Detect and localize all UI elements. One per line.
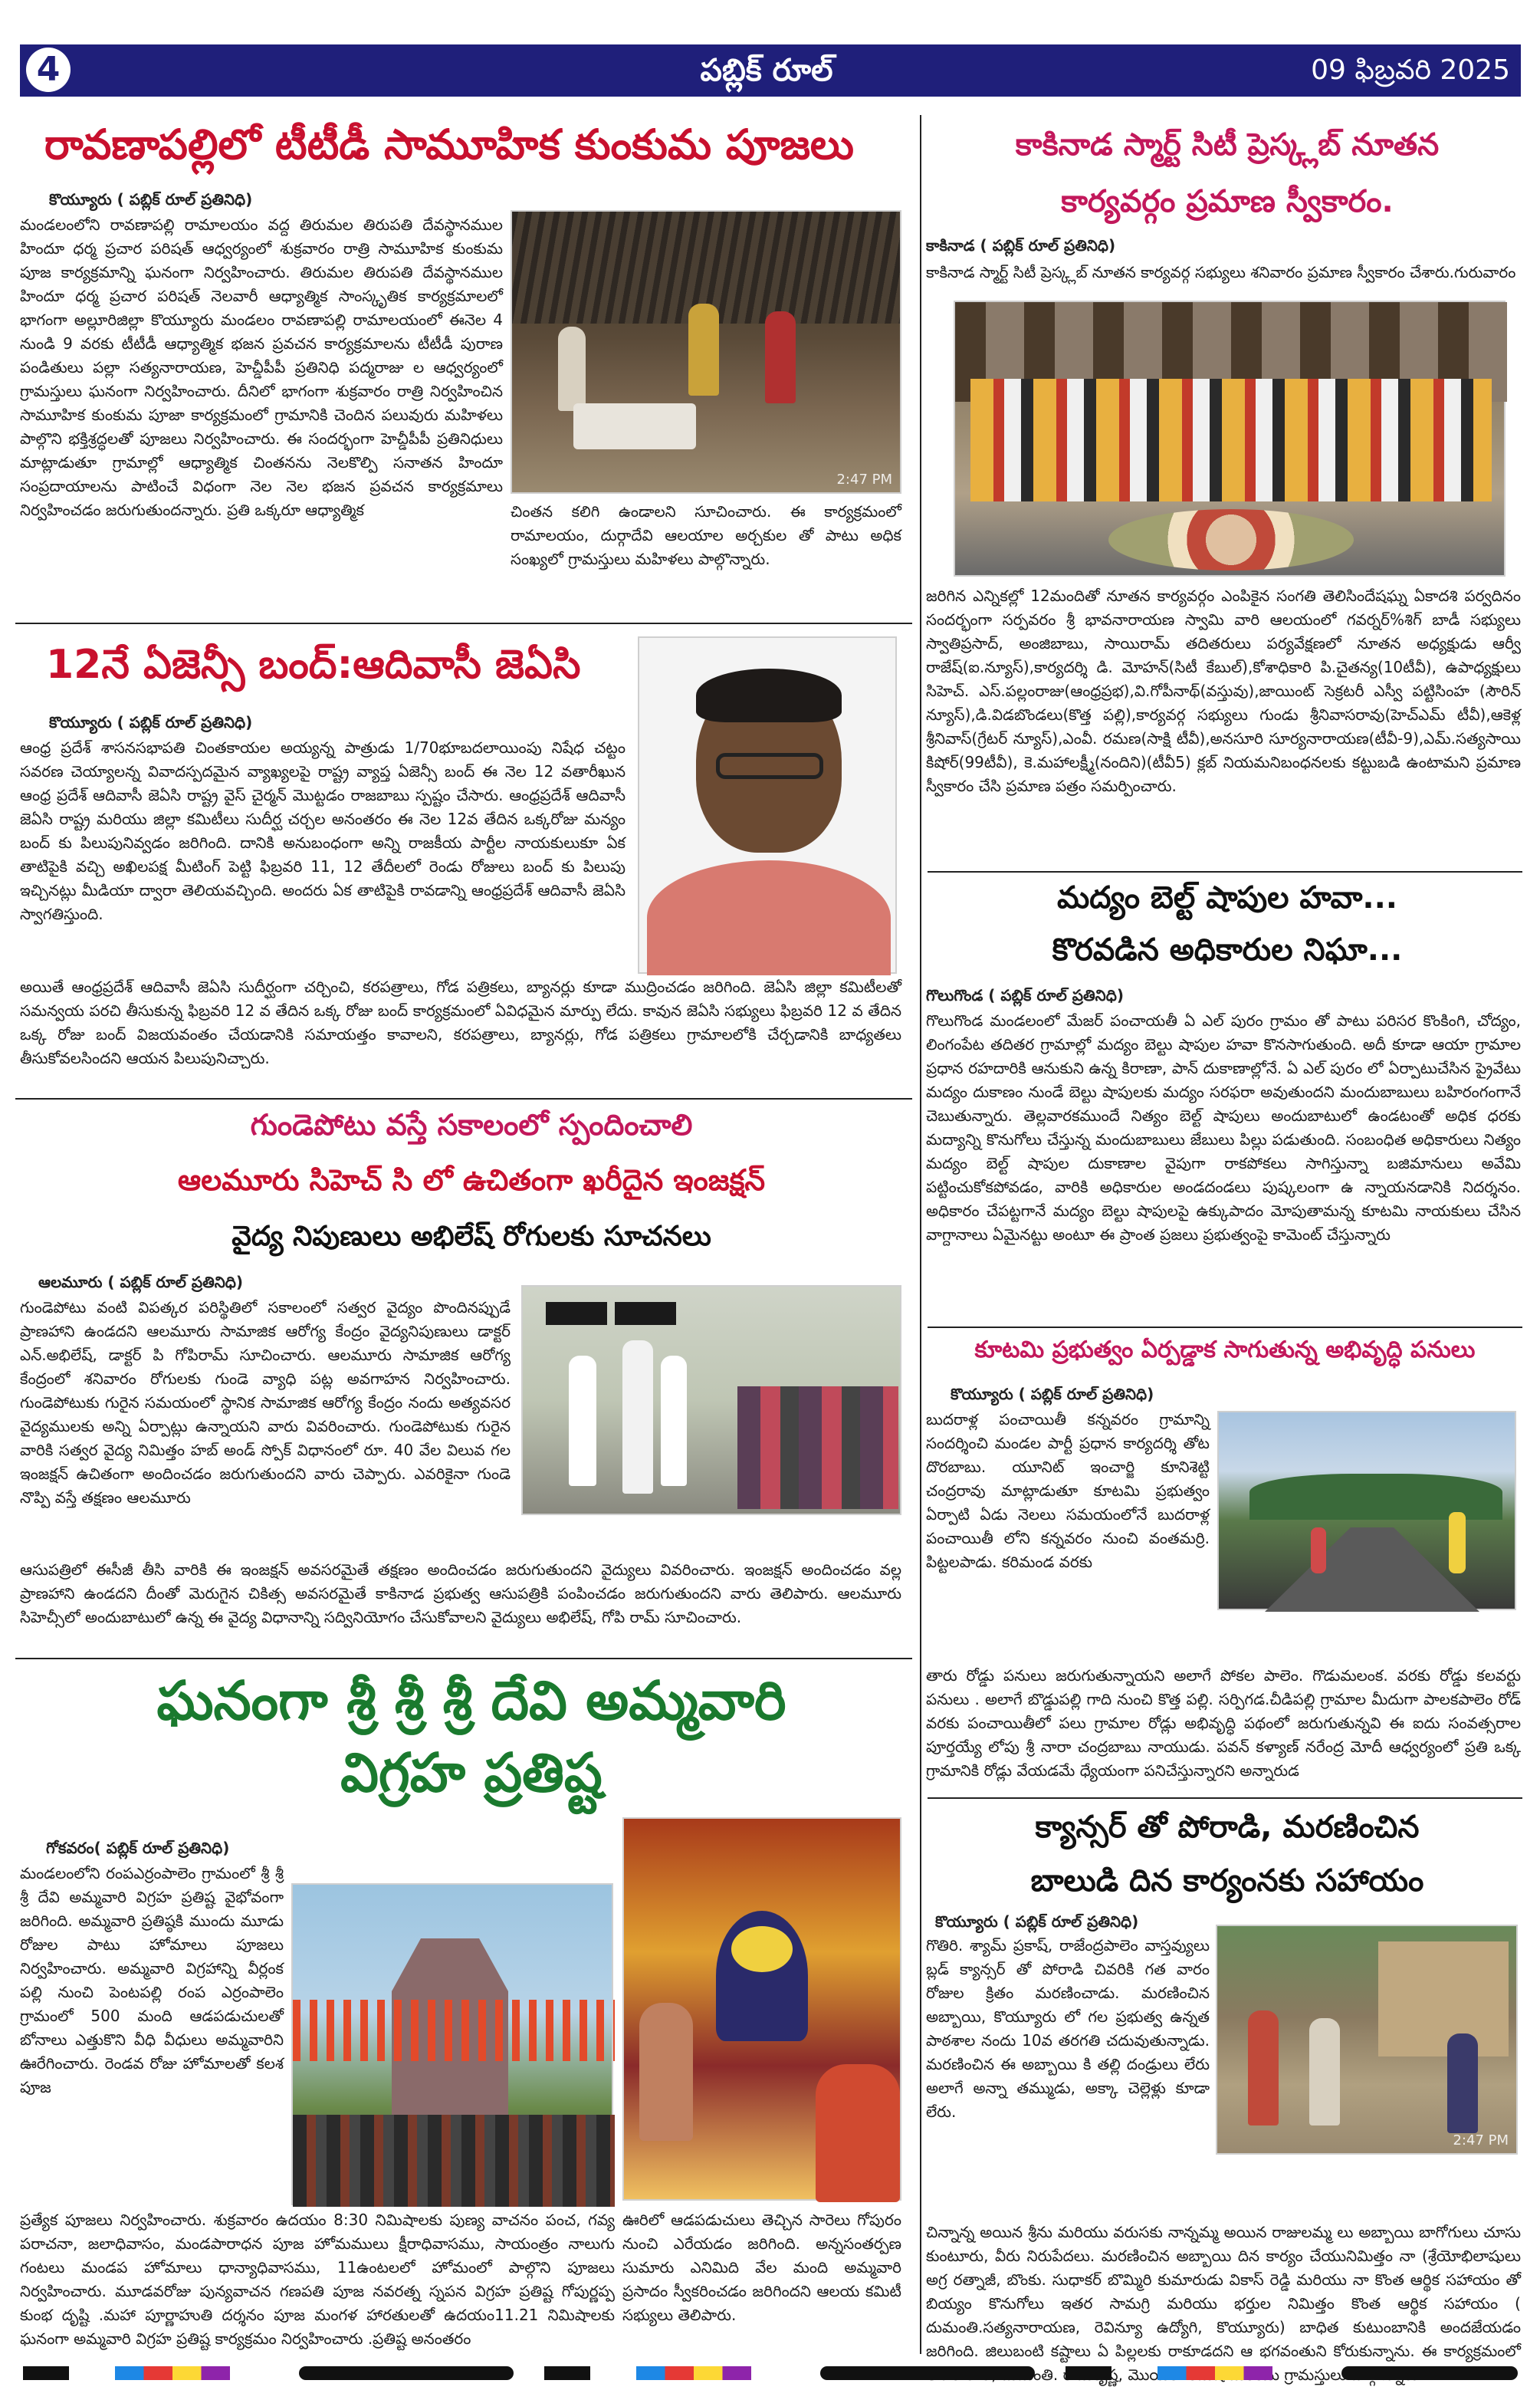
body-idol-bottom: ప్రత్యేక పూజలు నిర్వహించారు. శుక్రవారం ఉదయం 8:30 నిమిషాలకు పుణ్య వాచనం పంచ, గవ్య పరాచనా, జలాధివాసం, మండపారాధన పూజ హోమములు క్షీరాధివాసము, సాయంత్రం నాలుగు గంటలు మండప హోమాలు ధాన్యాధివాసము, 11ఉంటలలో హోమంలో పాల్గొని పూజలు నిర్వహించారు. మూడవరోజు పున్యవాచన గణపతి పూజ నవరత్న స్నపన విగ్రహ ప్రతిష్ట గోపుర్ణప్ప కుంభ దృష్టి .మహా పూర్ణాహుతి దర్శనం పూజ మంగళ హారతులతో ఉదయం11.21 నిమిషాలకు ఘనంగా అమ్మవారి విగ్రహ ప్రతిష్ట కార్యక్రమం నిర్వహించారు .ప్రతిష్ట అనంతరం — [20, 2211, 615, 2348]
dateline-liquor: గొలుగొండ ( పబ్లిక్ రూల్ ప్రతినిధి) — [926, 986, 1124, 1004]
footer-bar — [1341, 2366, 1518, 2380]
headline-idol-2: విగ్రహ ప్రతిష్ట — [340, 1741, 603, 1804]
footer-bar — [23, 2366, 69, 2380]
dateline-idol: గోకవరం( పబ్లిక్ రూల్ ప్రతినిధి) — [46, 1839, 230, 1857]
paper-name: పబ్లిక్ రూల్ — [700, 53, 833, 88]
body-injection-bottom: ఆసుపత్రిలో ఈసీజీ తీసి వారికి ఈ ఇంజక్షన్ అవసరమైతే తక్షణం అందించడం జరుగుతుందని వైద్యులు వివరించారు. ఇంజక్షన్ అందించడం వల్ల ప్రాణహాని ఉండదని దీంతో మెరుగైన చికిత్స అవసరమైతే కాకినాడ ప్రభుత్వ ఆసుపత్రికి పంపించడం జరుగుతుందని వారు తెలిపారు. ఆలమూరు సిహెచ్సీలో అందుబాటులో ఉన్న ఈ వైద్య విధానాన్ని సద్వినియోగం చేసుకోవాలని వైద్యులు అభిలేష్, గోపి రామ్ సూచించారు. — [20, 1560, 901, 1626]
headline-idol-1: ఘనంగా శ్రీ శ్రీ శ్రీ దేవి అమ్మవారి — [156, 1669, 786, 1732]
body-bandh-bottom: అయితే ఆంధ్రప్రదేశ్ ఆదివాసీ జెఏసి సుదీర్ఘంగా చర్చించి, కరపత్రాలు, గోడ పత్రికలు, బ్యానర్లు కూడా ముద్రించడం జరిగింది. జెఏసి జిల్లా కమిటీలతో సమన్వయ పరచి తీసుకున్న ఫిబ్రవరి 12 వ తేదిన ఒక్క రోజు బంద్ కార్యక్రమంలో ఏవిధమైన మార్పు లేదు. కావున జెఏసి సభ్యులు ఫిబ్రవరి 12 వ తేదిన ఒక్క రోజు బంద్ విజయవంతం చేయడానికి సమాయత్తం కావాలని, కరపత్రాలు, బ్యానర్లు, గోడ పత్రికలు గ్రామాలలోకి చేర్చడానికి బాధ్యతలు తీసుకోవలసిందని ఆయన పిలుపునిచ్చారు. — [20, 978, 901, 1067]
dateline-kakinada: కాకినాడ ( పబ్లిక్ రూల్ ప్రతినిధి) — [926, 236, 1116, 255]
section-divider — [15, 1098, 912, 1100]
body-liquor: గొలుగొండ మండలంలో మేజర్ పంచాయతీ ఏ ఎల్ పురం గ్రామం తో పాటు పరిసర కొంకింగి, చోద్యం, లింగంపేట తదితర గ్రామాల్లో మద్యం బెల్టు షాపుల హవా కొనసాగుతుంది. అదీ కూడా ఆయా గ్రామాల ప్రధాన రహదారికి ఆనుకుని ఉన్న కిరాణా, పాన్ దుకాణాల్లోనే. ఏ ఎల్ పురం లో ఏర్పాటుచేసిన ప్రైవేటు మద్యం దుకాణం నుండే బెల్టు షాపులకు మద్యం సరఫరా అవుతుందని మందుబాబులు బహిరంగంగానే చెబుతున్నారు. తెల్లవారకముందే నిత్యం బెల్ట్ షాపులు అందుబాటులో ఉండటంతో అధిక ధరకు మద్యాన్ని కొనుగోలు చేస్తున్న మందుబాబులు జేబులు పిల్లు పడుతుంది. సంబంధిత అధికారులు నిత్యం మద్యం బెల్ట్ షాపుల దుకాణాల వైపుగా రాకపోకలు సాగిస్తున్నా బజిమానులు అవేమి పట్టించుకోకపోవడం, వారికి అధికారుల అండదండలు పుష్కలంగా ఉ న్నాయనడానికి నిదర్శనం. అధికారం చేపట్టగానే మద్యం బెల్టు షాపులపై ఉక్కుపాదం మోపుతామన్న కూటమి నాయకులు చేసిన వాగ్దానాలు ఏమైనట్టు అంటూ ఈ ప్రాంత ప్రజలు ప్రభుత్వంపై కామెంట్ చేస్తున్నారు — [926, 1011, 1521, 1244]
headline-bandh: 12నే ఏజెన్సీ బంద్:ఆదివాసీ జెఏసి — [46, 642, 581, 688]
body-bandh-top: ఆంధ్ర ప్రదేశ్ శాసనసభాపతి చింతకాయల అయ్యన్న పాత్రుడు 1/70భూబదలాయింపు నిషేధ చట్టం సవరణ చెయ్యాలన్న వివాదస్పదమైన వ్యాఖ్యలపై రాష్ట్ర వ్యాప్త ఏజెన్సీ బంద్ ఈ నెల 12 వతారీఖున ఆంధ్ర ప్రదేశ్ ఆదివాసీ జెఏసి రాష్ట్ర వైస్ చైర్మన్ మొట్టడం రాజబాబు స్పష్టం చేసారు. ఆంధ్రప్రదేశ్ ఆదివాసీ జెఏసి రాష్ట్ర మరియు జిల్లా కమిటీలు సుదీర్ఘ చర్చల అనంతరం ఈ నెల 12వ తేదిన ఒక్కరోజు మన్యం బంద్ కు పిలుపునివ్వడం జరిగింది. దానికి అనుబంధంగా అన్ని రాజకీయ పార్టీల నాయకులుకూ ఏక తాటిపైకి వచ్చి అఖిలపక్ష మీటింగ్ పెట్టి ఫిబ్రవరి 11, 12 తేదీలలో రెండు రోజులు బంద్ కు పిలుపు ఇచ్చినట్లు మీడియా ద్వారా తెలియవచ్చింది. అందరు ఏక తాటిపైకి రావడాన్ని ఆంధ్రప్రదేశ్ ఆదివాసీ జెఏసి స్వాగతిస్తుంది. — [20, 738, 626, 923]
body-development-left: బుదరాళ్ల పంచాయితీ కన్నవరం గ్రామాన్ని సందర్శించి మండల పార్టీ ప్రధాన కార్యదర్శి తోట దొరబాబు. యూనిట్ ఇంచార్జి కూనిశెట్టి చంద్రరావు మాట్లాడుతూ కూటమి ప్రభుత్వం ఏర్పాటి ఏడు నెలలు సమయంలోనే బుదరాళ్ల పంచాయితీ లోని కన్నవరం నుంచి వంతమర్రి. పిట్టలపాడు. కరిమండ వరకు — [926, 1410, 1210, 1571]
dateline-bandh: కొయ్యూరు ( పబ్లిక్ రూల్ ప్రతినిధి) — [49, 713, 253, 732]
section-divider — [928, 1797, 1522, 1799]
body-injection-top: గుండెపోటు వంటి విపత్కర పరిస్థితిలో సకాలంలో సత్వర వైద్యం పొందినప్పుడే ప్రాణహాని ఉండదని ఆలమూరు సామాజిక ఆరోగ్య కేంద్రం వైద్యనిపుణులు డాక్టర్ ఎన్.అభిలేష్, డాక్టర్ పి గోపిరామ్ సూచించారు. ఆలమూరు సామాజిక ఆరోగ్య కేంద్రంలో శనివారం రోగులకు గుండె వ్యాధి పట్ల అవగాహన నిర్వహించారు. గుండెపోటుకు గురైన సమయంలో స్థానిక సామాజిక ఆరోగ్య కేంద్రం నందు అత్యవసర వైద్యములకు అన్ని ఏర్పాట్లు ఉన్నాయని వారు వివరించారు. గుండెపోటుకు గురైన వారికి సత్వర వైద్య నిమిత్తం హబ్ అండ్ స్పోక్ విధానంలో రూ. 40 వేల విలువ గల ఇంజక్షన్ ఉచితంగా అందించడం జరుగుతుందని వారు చెప్పారు. ఎవరికైనా గుండె నొప్పి వస్తే తక్షణం ఆలమూరు — [20, 1298, 511, 1507]
section-divider — [15, 1658, 912, 1659]
body-development-bottom: తారు రోడ్డు పనులు జరుగుతున్నాయని అలాగే పోకల పాలెం. గొడుమలంక. వరకు రోడ్డు కలవర్టు పనులు . అలాగే బొడ్డుపల్లి గాది నుంచి కొత్త పల్లి. సర్పిగడ.చీడిపల్లి గ్రామాల మీదుగా పాలకపాలెం రోడ్ వరకు పంచాయితీలో పలు గ్రామాల రోడ్లు అభివృద్ధి పథంలో జరుగుతున్నవి ఈ ఐదు సంవత్సరాల పూర్తయ్యే లోపు శ్రీ నారా చంద్రబాబు నాయుడు. పవన్ కళ్యాణ్ నరేంద్ర మోదీ ఆధ్వర్యంలో ప్రతి ఒక్క గ్రామానికి రోడ్లు వేయడమే ధ్యేయంగా పనిచేస్తున్నారని అన్నారుడ — [926, 1666, 1521, 1780]
body-kumkuma-right: చింతన కలిగి ఉండాలని సూచించారు. ఈ కార్యక్రమంలో రామాలయం, దుర్గాదేవి ఆలయాల అర్చకుల తో పాటు అధిక సంఖ్యలో గ్రామస్తులు మహిళలు పాల్గొన్నారు. — [511, 502, 901, 568]
photo-cancer — [1216, 1925, 1518, 2155]
headline-kakinada-2: కార్యవర్గం ప్రమాణ స్వీకారం. — [1061, 184, 1394, 219]
footer-bar — [544, 2366, 590, 2380]
dateline-development: కొయ్యూరు ( పబ్లిక్ రూల్ ప్రతినిధి) — [951, 1385, 1154, 1403]
section-divider — [15, 623, 912, 624]
photo-timestamp: 2:47 PM — [836, 472, 892, 488]
section-divider — [928, 871, 1522, 873]
issue-date: 09 ఫిబ్రవరి 2025 — [1311, 54, 1510, 86]
body-kumkuma-left: మండలంలోని రావణాపల్లి రామాలయం వద్ద తిరుమల తిరుపతి దేవస్థానముల హిందూ ధర్మ ప్రచార పరిషత్ ఆధ్వర్యంలో శుక్రవారం రాత్రి సామూహిక కుంకుమ పూజ కార్యక్రమాన్ని ఘనంగా నిర్వహించారు. తిరుమల తిరుపతి దేవస్థానముల హిందూ ధర్మ ప్రచార పరిషత్ నెలవారీ ఆధ్యాత్మిక సాంస్కృతిక కార్యక్రమాలలో భాగంగా అల్లూరిజిల్లా కొయ్యూరు మండలం రావణాపల్లి రామాలయంలో ఈనెల 4 నుండి 9 వరకు టీటీడీ ఆధ్యాత్మిక భజన ప్రవచన కార్యక్రమాలను టీటీడీ పురాణ పండితులు పల్లా సత్యనారాయణ, హెచ్డీపీపీ ప్రతినిధి పద్మరాజు ల ఆధ్వర్యంలో గ్రామస్తులు ఘనంగా నిర్వహించారు. దీనిలో భాగంగా శుక్రవారం రాత్రి నిర్వహించిన సామూహిక కుంకుమ పూజా కార్యక్రమంలో గ్రామానికి చెందిన పలువురు మహిళలు పాల్గొని భక్తిశ్రద్ధలతో పూజలు నిర్వహించారు. ఈ సందర్భంగా హెచ్డీపీపీ ప్రతినిధులు మాట్లాడుతూ గ్రామాల్లో ఆధ్యాత్మిక చింతనను నెలకొల్పి సనాతన హిందూ సంప్రదాయాలను పాటించే విధంగా నెల నెల భజన ప్రవచన కార్యక్రమాలు నిర్వహించడం జరుగుతుందన్నారు. ప్రతి ఒక్కరూ ఆధ్యాత్మిక — [20, 215, 503, 519]
headline-liquor-2: కొరవడిన అధికారుల నిఘా... — [1052, 932, 1403, 968]
body-idol-right: ఊరిలో ఆడపడుచులు తెచ్చిన సారెలు గోపురం నుంచి ఎరేయడం జరిగింది. అన్నసంతర్పణ సుమారు ఎనిమిది వేల మంది అమ్మవారి ప్రసాదం స్వీకరించడం జరిగిందని ఆలయ కమిటీ సభ్యులు తెలిపారు. — [622, 2211, 901, 2324]
photo-kumkuma — [511, 210, 901, 494]
footer-bar — [1157, 2366, 1272, 2380]
dateline-injection: ఆలమూరు ( పబ్లిక్ రూల్ ప్రతినిధి) — [38, 1273, 244, 1291]
body-idol-left: మండలంలోని రంపఎర్రంపాలెం గ్రామంలో శ్రీ శ్రీ శ్రీ దేవి అమ్మవారి విగ్రహ ప్రతిష్ట వైభోవంగా జరిగింది. అమ్మవారి ప్రతిష్ఠకి ముందు మూడు రోజుల పాటు హోమాలు పూజలు నిర్వహించారు. అమ్మవారి విగ్రహాన్ని వీర్లంక పల్లి నుంచి పెంటపల్లి రంప ఎర్రంపాలెం గ్రామంలో 500 మంది ఆడపడుచులతో బోనాలు ఎత్తుకొని వీధి వీధులు అమ్మవారిని ఊరేగించారు. రెండవ రోజు హోమాలతో కలశ పూజ — [20, 1864, 284, 2096]
footer-bar — [299, 2366, 514, 2380]
photo-idol-shrine — [622, 1817, 901, 2201]
photo-idol-temple — [291, 1883, 613, 2205]
photo-kakinada-group — [954, 301, 1506, 577]
body-kakinada: జరిగిన ఎన్నికల్లో 12మందితో నూతన కార్యవర్గం ఎంపికైన సంగతి తెలిసిందేషఘ్న ఏకాదశి పర్వదినం సందర్భంగా సర్పవరం శ్రీ భావనారాయణ స్వామి వారి ఆలయంలో గవర్నర్%శిగ్ బాడీ సభ్యులు స్వాతిప్రసాద్, అంజిబాబు, సాయిరామ్ తదితరులు పర్యవేక్షణలో నూతన అధ్యక్షుడు ఆర్వీ రాజేష్(ఐ.న్యూస్),కార్యదర్శి డి. మోహన్(సిటీ కేబుల్),కోశాధికారి పి.చైతన్య(10టీవీ), ఉపాధ్యక్షులు సిహెచ్. ఎస్.పల్లంరాజు(ఆంధ్రప్రభ),వి.గోపీనాథ్(వస్తువు),జాయింట్ సెక్రటరీ ఎస్వీ పట్టిసింహ (సౌరిన్ న్యూస్),డి.విడబొండలు(కొత్త పల్లి),కార్యవర్గ సభ్యులు గుండు శ్రీనివాసరావు(హెచ్ఎమ్ టీవీ),ఆకెళ్ల శ్రీనివాస్(గ్రేటర్ న్యూస్),ఎంవీ. రమణ(సాక్షి టీవీ),అనసూరి సూర్యనారాయణ(టీవీ-9),ఎమ్.సత్యసాయి కిషోర్(99టీవీ), కె.మహాలక్ష్మీ(నందిని)(టీవీ5) క్లబ్ నియమనిబంధనలకు కట్టుబడి ఉంటామని ప్రమాణ స్వీకారం చేసి ప్రమాణ పత్రం సమర్పించారు. — [926, 587, 1521, 795]
footer-bar — [820, 2366, 1035, 2380]
headline-development: కూటమి ప్రభుత్వం ఏర్పడ్డాక సాగుతున్న అభివృద్ధి పనులు — [974, 1336, 1476, 1363]
footer-bar — [1066, 2366, 1111, 2380]
headline-injection-3: వైద్య నిపుణులు అభిలేష్ రోగులకు సూచనలు — [231, 1221, 711, 1252]
dateline-cancer: కొయ్యూరు ( పబ్లిక్ రూల్ ప్రతినిధి) — [935, 1912, 1139, 1931]
body-kakinada-intro: కాకినాడ స్మార్ట్ సిటీ ప్రెస్క్లబ్ నూతన కార్యవర్గ సభ్యులు శనివారం ప్రమాణ స్వీకారం చేశారు.గురువారం — [926, 263, 1516, 281]
body-cancer-left: గొతిరి. శ్యామ్ ప్రకాష్, రాజేంద్రపాలెం వాస్తవ్యులు బ్లడ్ క్యాన్సర్ తో పోరాడి చివరికి గత వారం రోజుల క్రితం మరణించాడు. మరణించిన అబ్బాయి, కొయ్యూరు లో గల ప్రభుత్వ ఉన్నత పాఠశాల నందు 10వ తరగతి చదువుతున్నాడు. మరణించిన ఈ అబ్బాయి కి తల్లి దండ్రులు లేరు అలాగే అన్నా తమ్ముడు, అక్కా చెల్లెళ్లు కూడా లేరు. — [926, 1936, 1210, 2121]
footer-bar — [115, 2366, 230, 2380]
footer-bar — [636, 2366, 751, 2380]
headline-liquor-1: మద్యం బెల్ట్ షాపుల హవా... — [1056, 880, 1397, 916]
photo-bandh-portrait — [638, 636, 897, 974]
page-number: 4 — [26, 48, 71, 92]
photo-development-road — [1217, 1411, 1516, 1610]
dateline-kumkuma: కొయ్యూరు ( పబ్లిక్ రూల్ ప్రతినిధి) — [49, 190, 253, 209]
headline-kakinada-1: కాకినాడ స్మార్ట్ సిటీ ప్రెస్క్లబ్ నూతన — [1015, 127, 1440, 163]
column-divider — [920, 115, 921, 2354]
section-divider — [928, 1327, 1522, 1328]
headline-injection-2: ఆలమూరు సిహెచ్ సి లో ఉచితంగా ఖరీదైన ఇంజక్షన్ — [177, 1163, 766, 1197]
headline-injection-1: గుండెపోటు వస్తే సకాలంలో స్పందించాలి — [250, 1108, 693, 1142]
body-cancer-bottom: చిన్నాన్న అయిన శ్రీను మరియు వరుసకు నాన్నమ్మ అయిన రాజులమ్మ లు అబ్బాయి బాగోగులు చూసు కుంటూరు, వీరు నిరుపేదలు. మరణించిన అబ్బాయి దిన కార్యం చేయునిమిత్తం నా (శ్రేయోభిలాషులు అగ్ర రత్నాజీ, బొంకు. సుధాకర్ బొమ్మిరి కుమారుడు వికాస్ రెడ్డి మరియు నా కొంత ఆర్థిక సహాయం తో బియ్యం కొనుగోలు ఇతర సామగ్రి మరియు భర్తుల నిమిత్తం కొంత ఆర్థిక సహాయం ( దుమంతి.సత్యనారాయణ, రెవిన్యూ ఉద్యోగి, కొయ్యూరు) బాధిత కుటుంబానికి అందజేయడం జరిగింది. జిలుబంటి కష్టాలు ఏ పిల్లలకు రాకూడదని ఆ భగవంతుని కోరుకున్నాను. ఈ కార్యక్రమంలో మొయిరి. గ్రామస్తులు — [926, 2223, 1521, 2384]
photo-injection — [521, 1285, 901, 1515]
photo-timestamp: 2:47 PM — [1453, 2132, 1509, 2148]
headline-cancer-2: బాలుడి దిన కార్యంనకు సహాయం — [1030, 1863, 1424, 1899]
headline-kumkuma: రావణాపల్లిలో టీటీడీ సామూహిక కుంకుమ పూజలు — [44, 120, 854, 169]
headline-cancer-1: క్యాన్సర్ తో పోరాడి, మరణించిన — [1035, 1810, 1420, 1845]
